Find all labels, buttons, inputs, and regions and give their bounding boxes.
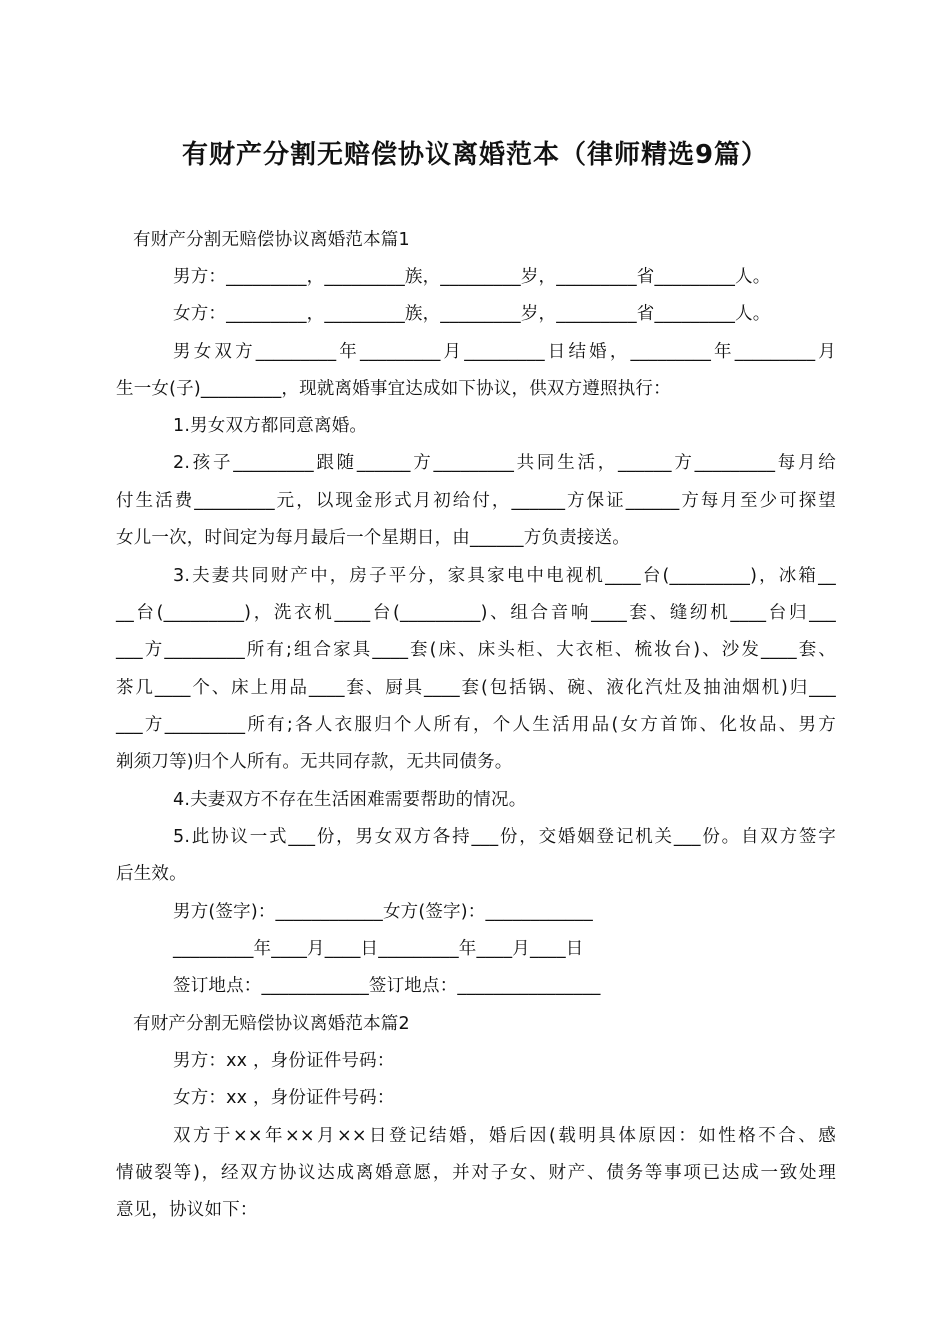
clause-2-line: 付生活费_________元，以现金形式月初给付，______方保证______方每月至少可探望 xyxy=(116,491,836,511)
clause-5-line: 后生效。 xyxy=(116,864,187,884)
female-party-line: 女方：_________，_________族，_________岁，_________省_________人。 xyxy=(173,304,771,324)
clause-3-line: ___方_________所有;组合家具____套(床、床头柜、大衣柜、梳妆台)、沙发____套、 xyxy=(116,640,836,660)
signature-line: 男方(签字)：____________女方(签字)：____________ xyxy=(173,902,593,922)
clause-2-line: 2.孩子_________跟随______方_________共同生活，______方_________每月给 xyxy=(173,453,836,473)
section-heading-1: 有财产分割无赔偿协议离婚范本篇1 xyxy=(133,230,410,250)
clause-4: 4.夫妻双方不存在生活困难需要帮助的情况。 xyxy=(173,790,527,810)
document-title: 有财产分割无赔偿协议离婚范本（律师精选9篇） xyxy=(181,140,769,170)
paragraph-line: 生一女(子)_________，现就离婚事宜达成如下协议，供双方遵照执行： xyxy=(116,379,671,399)
clause-3-line: 茶几____个、床上用品____套、厨具____套(包括锅、碗、液化汽灶及抽油烟机)归___ xyxy=(116,678,836,698)
clause-2-line: 女儿一次，时间定为每月最后一个星期日，由______方负责接送。 xyxy=(116,528,630,548)
paragraph-line: 男女双方_________年_________月_________日结婚，_________年_________月 xyxy=(173,342,836,362)
clause-1: 1.男女双方都同意离婚。 xyxy=(173,416,368,436)
clause-3-line: __台(_________)，洗衣机____台(_________)、组合音响____套、缝纫机____台归___ xyxy=(116,603,836,623)
clause-3-line: 剃须刀等)归个人所有。无共同存款，无共同债务。 xyxy=(116,752,513,772)
female-party-line: 女方：xx ，身份证件号码： xyxy=(173,1088,395,1108)
male-party-line: 男方：xx ，身份证件号码： xyxy=(173,1051,395,1071)
paragraph-line: 意见，协议如下： xyxy=(116,1200,258,1220)
section-heading-2: 有财产分割无赔偿协议离婚范本篇2 xyxy=(133,1014,410,1034)
clause-3-line: ___方_________所有;各人衣服归个人所有，个人生活用品(女方首饰、化妆品、男方 xyxy=(116,715,836,735)
signing-place-line: 签订地点：____________签订地点：________________ xyxy=(173,976,601,996)
paragraph-line: 双方于××年××月××日登记结婚，婚后因(载明具体原因：如性格不合、感 xyxy=(173,1126,836,1146)
paragraph-line: 情破裂等)，经双方协议达成离婚意愿，并对子女、财产、债务等事项已达成一致处理 xyxy=(116,1163,836,1183)
date-line: _________年____月____日_________年____月____日 xyxy=(173,939,584,959)
clause-5-line: 5.此协议一式___份，男女双方各持___份，交婚姻登记机关___份。自双方签字 xyxy=(173,827,836,847)
male-party-line: 男方：_________，_________族，_________岁，_________省_________人。 xyxy=(173,267,771,287)
clause-3-line: 3.夫妻共同财产中，房子平分，家具家电中电视机____台(_________)，冰箱__ xyxy=(173,566,836,586)
